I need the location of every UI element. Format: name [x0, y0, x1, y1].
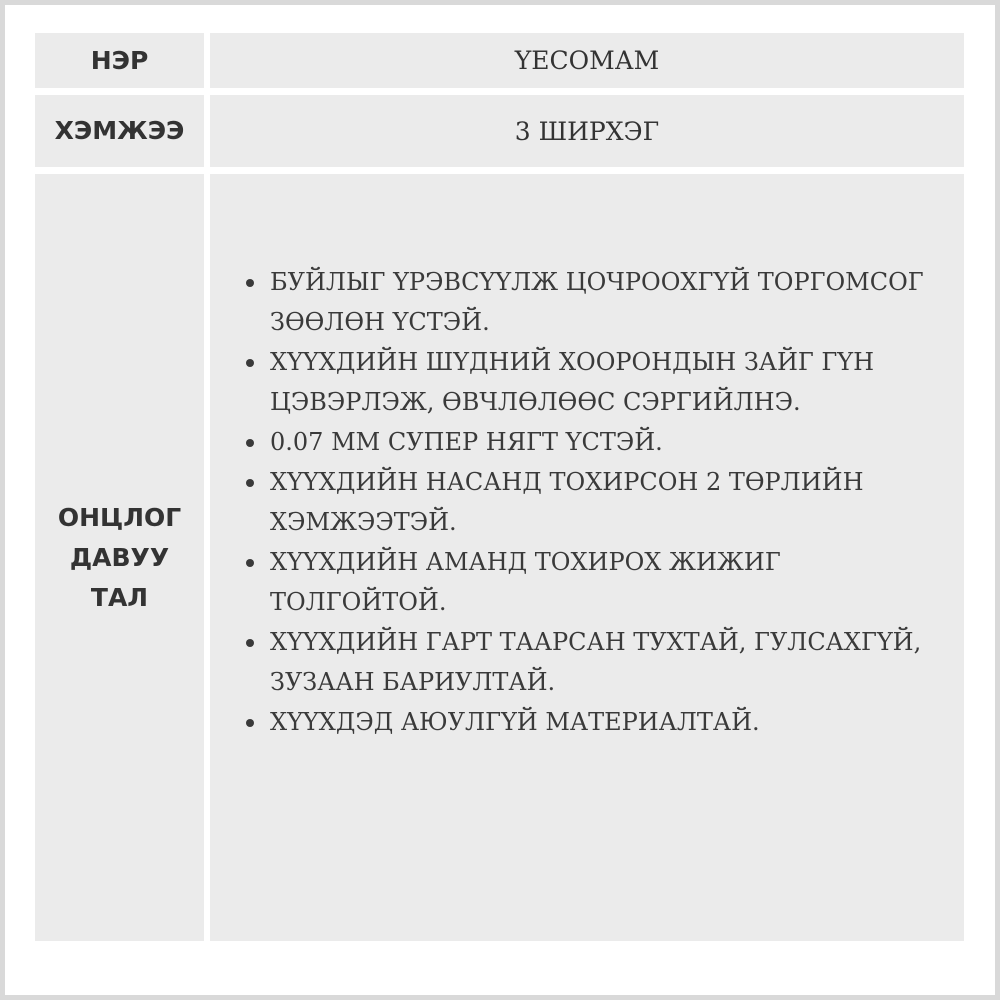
features-label-line-1: ОНЦЛОГ: [57, 502, 182, 532]
features-list: [242, 262, 942, 742]
list-item: [242, 622, 942, 702]
features-value-cell: [210, 174, 964, 941]
bullet-dot-icon: [246, 439, 254, 447]
feature-text: ХҮҮХДИЙН ГАРТ ТААРСАН ТУХТАЙ, ГУЛСАХГҮЙ, ЗУЗААН БАРИУЛТАЙ.: [270, 628, 922, 696]
bullet-dot-icon: [246, 559, 254, 567]
list-item: [242, 422, 942, 462]
name-value-cell: [210, 33, 964, 88]
bullet-dot-icon: [246, 479, 254, 487]
bullet-dot-icon: [246, 279, 254, 287]
name-label-cell: [35, 33, 204, 88]
bullet-dot-icon: [246, 359, 254, 367]
list-item: [242, 342, 942, 422]
features-label-cell: [35, 174, 204, 941]
list-item: [242, 702, 942, 742]
features-label: [58, 498, 181, 618]
feature-text: 0.07 ММ СУПЕР НЯГТ ҮСТЭЙ.: [270, 428, 663, 456]
feature-text: ХҮҮХДИЙН НАСАНД ТОХИРСОН 2 ТӨРЛИЙН ХЭМЖЭЭТЭЙ.: [270, 468, 864, 536]
feature-text: ХҮҮХДЭД АЮУЛГҮЙ МАТЕРИАЛТАЙ.: [270, 708, 760, 736]
feature-text: ХҮҮХДИЙН АМАНД ТОХИРОХ ЖИЖИГ ТОЛГОЙТОЙ.: [270, 548, 781, 616]
list-item: [242, 262, 942, 342]
name-value: ҮЕСОМАМ: [514, 46, 660, 75]
list-item: [242, 542, 942, 622]
list-item: [242, 462, 942, 542]
name-label: НЭР: [90, 45, 149, 75]
bullet-dot-icon: [246, 639, 254, 647]
feature-text: ХҮҮХДИЙН ШҮДНИЙ ХООРОНДЫН ЗАЙГ ГҮН ЦЭВЭРЛЭЖ, ӨВЧЛӨЛӨӨС СЭРГИЙЛНЭ.: [270, 348, 875, 416]
features-label-line-2: ДАВУУ: [69, 542, 170, 572]
bullet-dot-icon: [246, 719, 254, 727]
size-label-cell: [35, 95, 204, 167]
feature-text: БУЙЛЫГ ҮРЭВСҮҮЛЖ ЦОЧРООХГҮЙ ТОРГОМСОГ ЗӨӨЛӨН ҮСТЭЙ.: [270, 268, 924, 336]
size-label: ХЭМЖЭЭ: [54, 116, 185, 145]
features-label-line-3: ТАЛ: [90, 582, 149, 612]
size-value-cell: [210, 95, 964, 167]
size-value: 3 ШИРХЭГ: [514, 116, 660, 146]
